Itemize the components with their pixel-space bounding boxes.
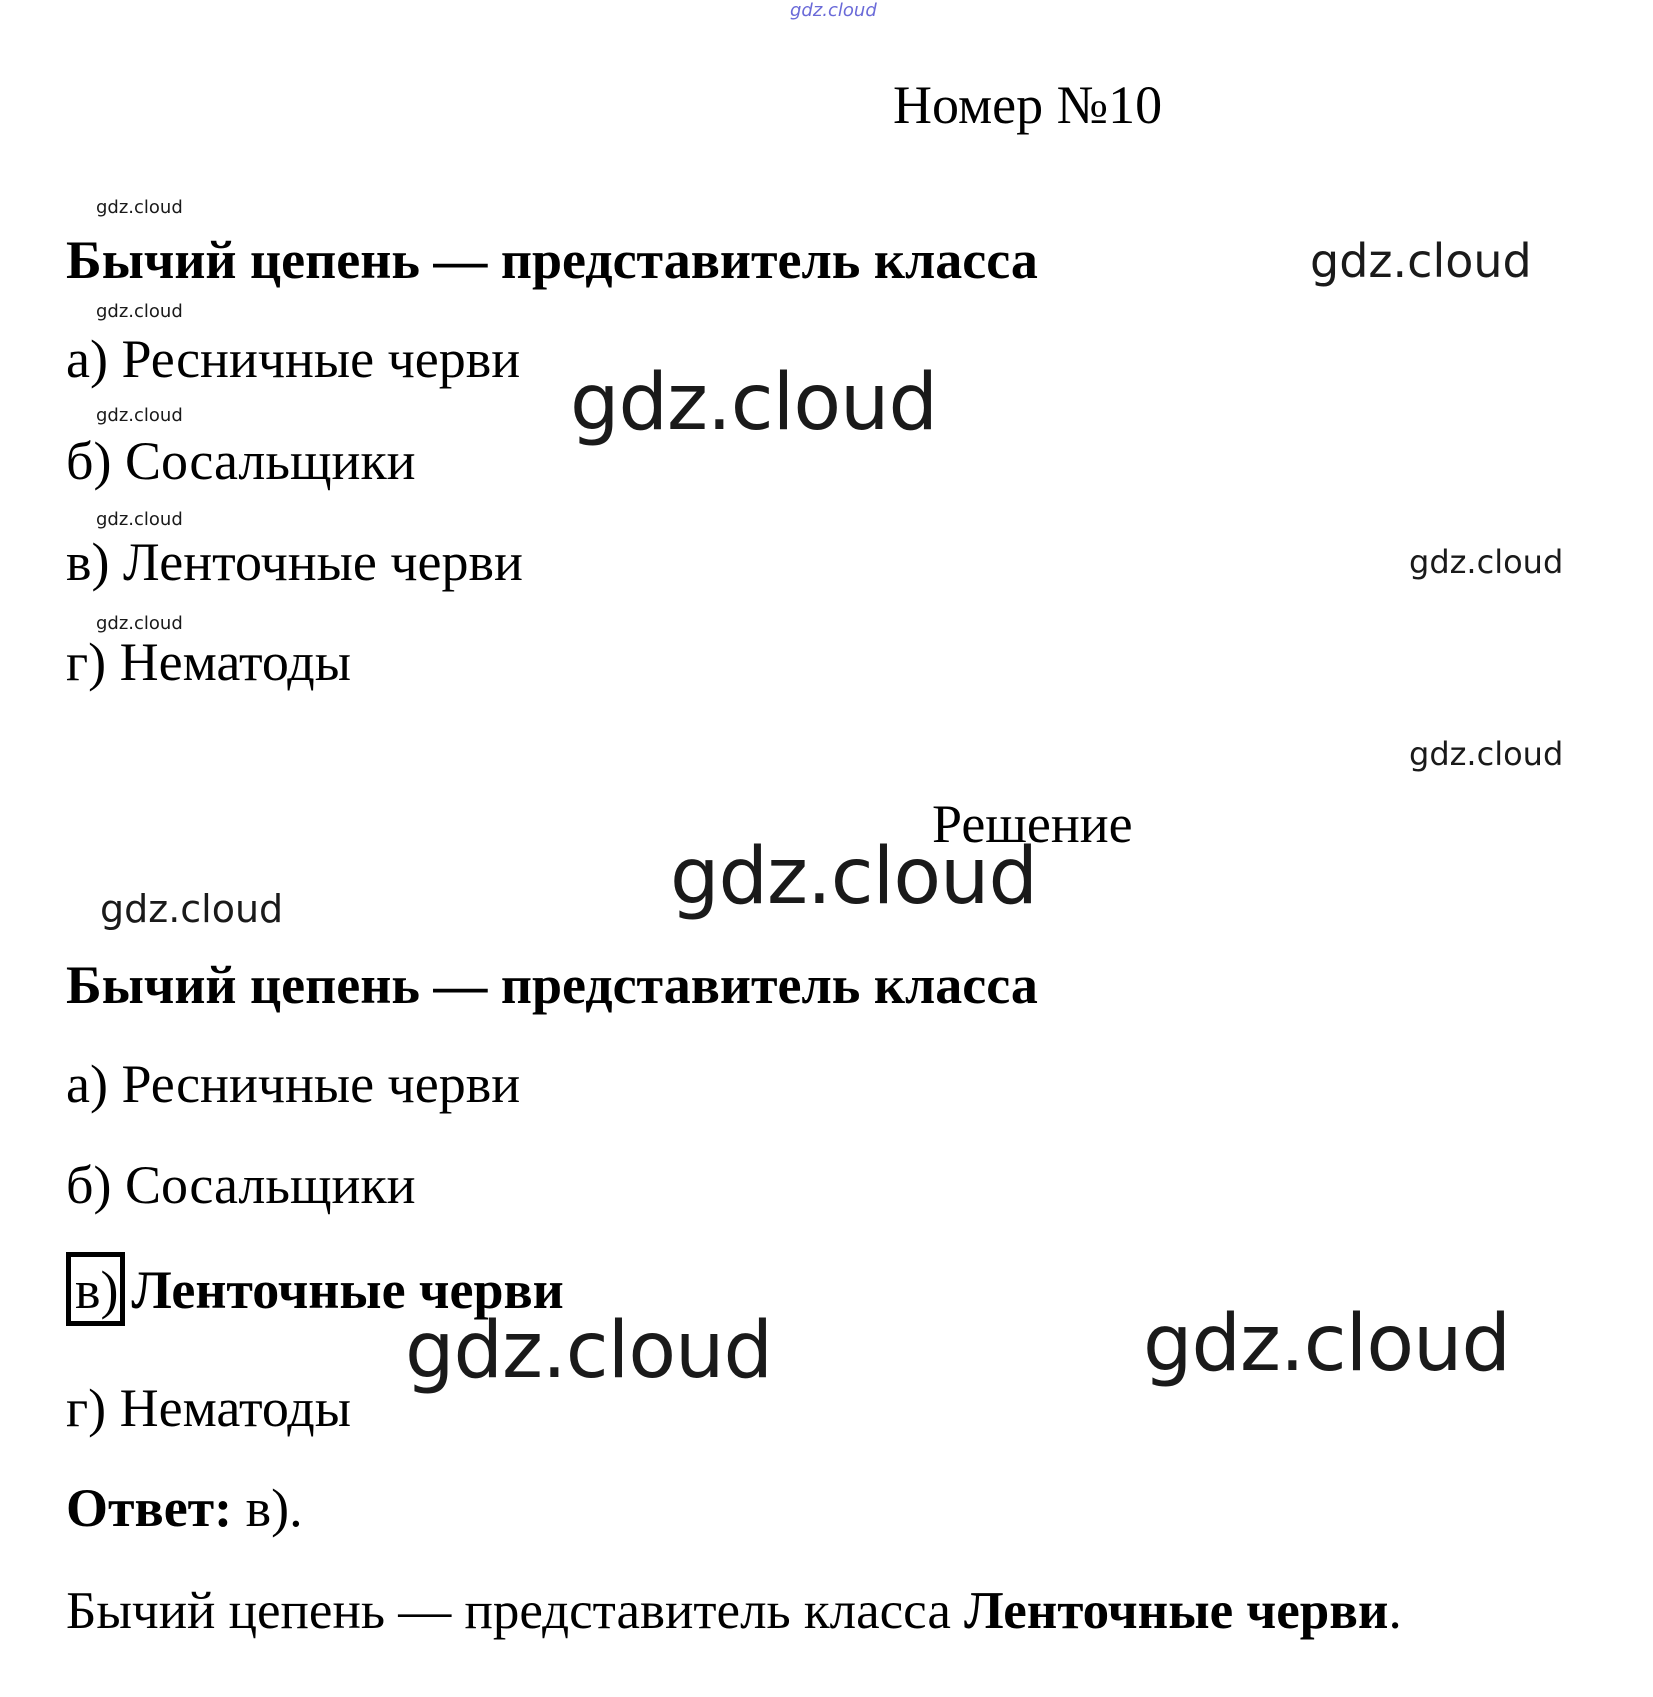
watermark: gdz.cloud: [405, 1306, 772, 1396]
explanation-suffix: .: [1388, 1582, 1402, 1640]
watermark: gdz.cloud: [96, 197, 183, 218]
explanation-prefix: Бычий цепень — представитель класса: [66, 1582, 965, 1640]
watermark: gdz.cloud: [670, 832, 1037, 922]
solution-option-b: б) Сосальщики: [66, 1155, 416, 1215]
question-prompt: Бычий цепень — представитель класса: [66, 230, 1038, 290]
answer-value: в).: [232, 1478, 303, 1538]
solution-prompt: Бычий цепень — представитель класса: [66, 955, 1038, 1015]
selected-marker-box: в): [66, 1252, 125, 1326]
watermark: gdz.cloud: [1409, 543, 1564, 581]
watermark: gdz.cloud: [96, 405, 183, 426]
answer-line: [66, 1478, 303, 1538]
selected-option-label: Ленточные черви: [131, 1260, 564, 1320]
option-b: б) Сосальщики: [66, 431, 416, 491]
watermark: gdz.cloud: [1409, 735, 1564, 773]
option-c: в) Ленточные черви: [66, 532, 523, 592]
solution-title: Решение: [932, 794, 1133, 854]
option-a: а) Ресничные черви: [66, 329, 521, 389]
watermark: gdz.cloud: [570, 358, 937, 448]
solution-option-d: г) Нематоды: [66, 1378, 352, 1438]
watermark: gdz.cloud: [96, 509, 183, 530]
option-d: г) Нематоды: [66, 632, 352, 692]
explanation-line: [66, 1582, 1402, 1640]
watermark: gdz.cloud: [1143, 1299, 1510, 1389]
watermark: gdz.cloud: [100, 887, 284, 931]
watermark-top: gdz.cloud: [790, 0, 877, 21]
watermark: gdz.cloud: [96, 613, 183, 634]
solution-option-a: а) Ресничные черви: [66, 1054, 521, 1114]
solution-option-selected: [66, 1252, 564, 1326]
watermark: gdz.cloud: [96, 301, 183, 322]
explanation-bold: Ленточные черви: [964, 1582, 1389, 1640]
watermark: gdz.cloud: [1310, 234, 1532, 288]
page-title: Номер №10: [893, 75, 1163, 135]
answer-label: Ответ:: [66, 1478, 233, 1538]
